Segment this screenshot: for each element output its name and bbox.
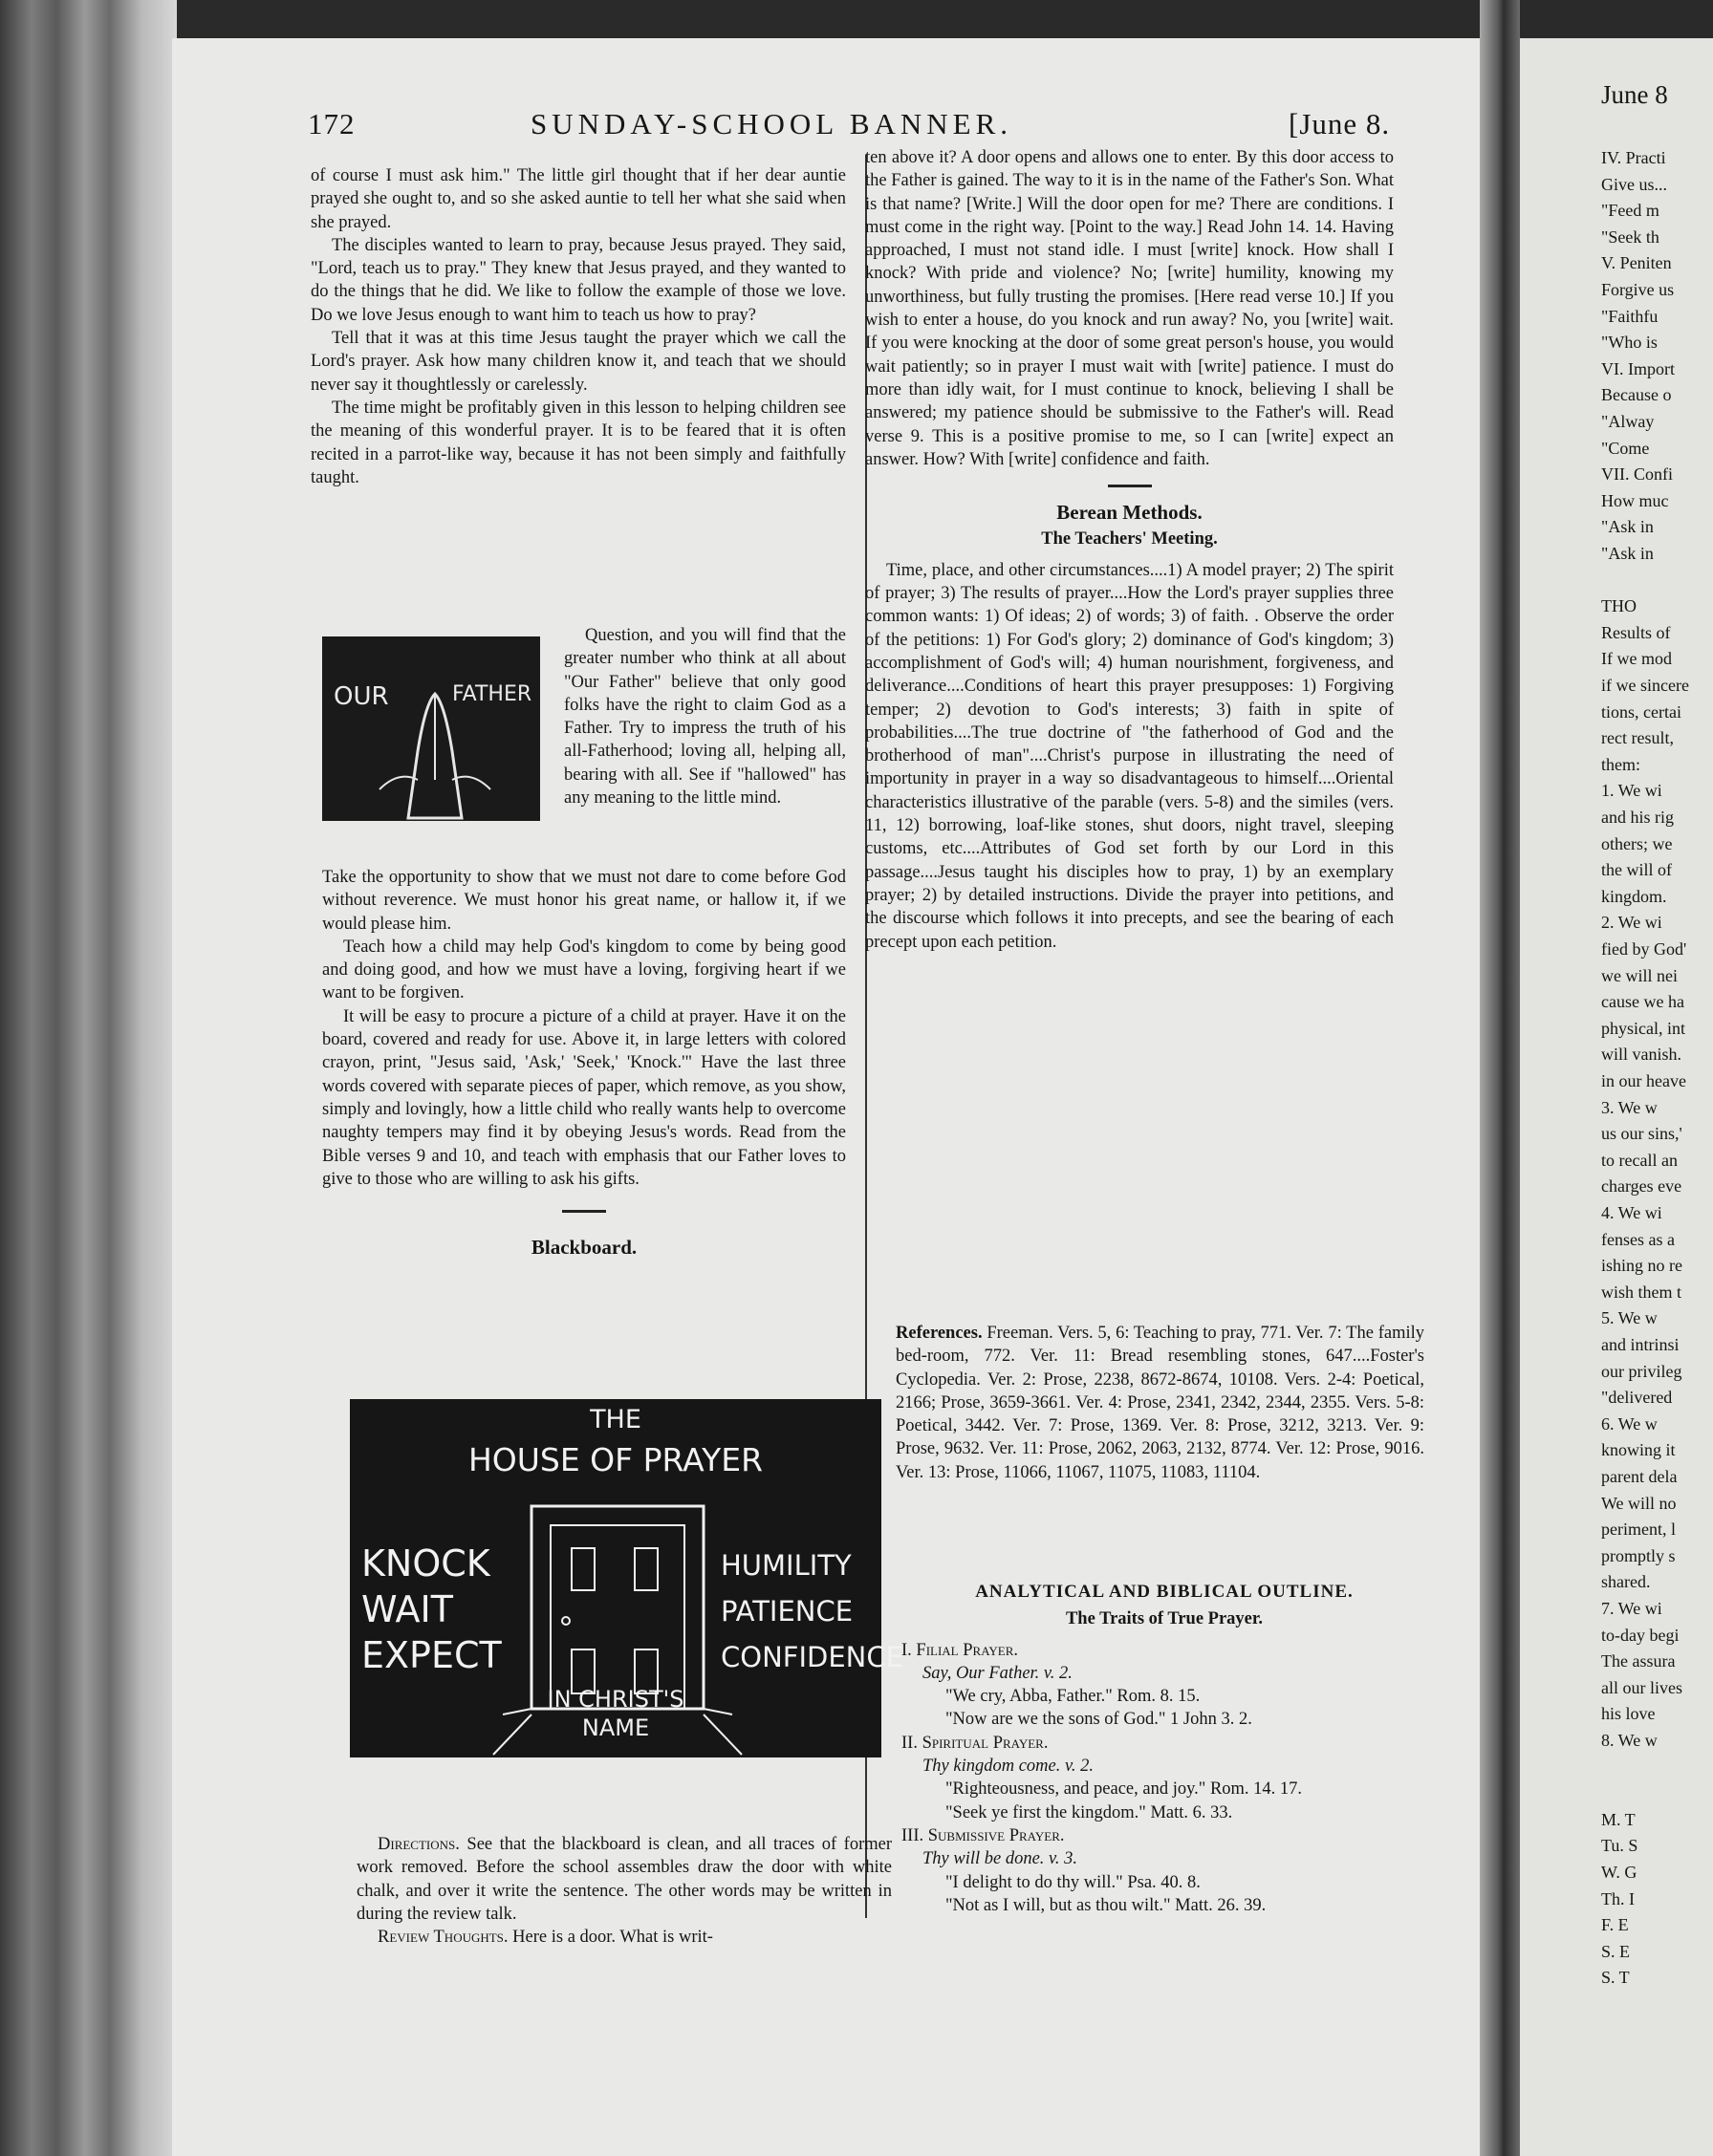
references-text: Freeman. Vers. 5, 6: Teaching to pray, 771. Ver. 7: The family bed-room, 772. Ver. 11: Bread resembling stones, 647....Foster's Cyclopedia. Ver. 2: Prose, 2238, 8672-8674, 10108. Vers. 2-4: Poetical, 2166; Prose, 3659-3661. Ver. 4: Prose, 2341, 2342, 2344, 2355. Vers. 5-8: Poetical, 3442. Ver. 7: Prose, 1369. Ver. 8: Prose, 3212, 3213. Ver. 9: Prose, 9632. Ver. 11: Prose, 2062, 2063, 2132, 8774. Ver. 12: Prose, 9016. Ver. 13: Prose, 11066, 11067, 11075, 11083, 11104. [896,1324,1424,1482]
outline-quote: "We cry, Abba, Father." Rom. 8. 15. [945,1687,1201,1707]
next-page-line: 5. We w [1601,1308,1658,1328]
next-page-line: 4. We wi [1601,1203,1662,1222]
next-page-line: charges eve [1601,1176,1682,1197]
next-page-line: 8. We w [1601,1731,1658,1750]
references-label: References. [896,1324,983,1343]
right-column-refs [896,1322,1424,1484]
next-page-line: tions, certai [1601,701,1681,722]
next-page-line: promptly s [1601,1545,1676,1565]
next-page-line: VI. Import [1601,358,1675,378]
paragraph: Tell that it was at this time Jesus taught the prayer which we call the Lord's prayer. Ask how many children know it, and teach that we should never say it thoughtlessly or carelessly. [311,329,846,395]
paragraph: ten above it? A door opens and allows one to enter. By this door access to the Father is gained. The way to it is in the name of the Father's Son. What is that name? [Write.] Will the door open for me? There are conditions. I must come in the right way. [Point to the way.] Read John 14. 14. Having approached, I must not stand idle. I must [write] knock. How shall I knock? With pride and violence? No; [write] humility, knowing my unworthiness, but fully trusting the promises. [Here read verse 10.] If you wish to enter a house, do you knock and run away? No, you [write] wait. If you were knocking at the door of some great person's house, you would wait patiently; so in prayer I must wait with [write] patience. I must do more than idly wait, for I must continue to knock, believing I shall be answered; my patience should be submissive to the Father's will. Read verse 9. This is a positive promise to me, so I can [write] expect an answer. How? With [write] confidence and faith. [865,148,1394,469]
directions-label: Directions. [378,1835,460,1854]
figure-word-our: OUR [334,682,389,711]
next-page-line: physical, int [1601,1018,1685,1038]
outline-sub: Thy kingdom come. v. 2. [922,1757,1094,1777]
next-page-line: "Ask in [1601,517,1654,537]
blackboard-name: NAME [581,1714,650,1741]
running-title: SUNDAY-SCHOOL BANNER. [531,107,1013,140]
next-page-line: to recall an [1601,1150,1678,1170]
our-father-illustration [322,636,540,821]
next-page-line: IV. Practi [1601,148,1666,167]
left-column-mid [322,866,846,1262]
next-page-line: all our lives [1601,1677,1682,1697]
outline-head: III. Submissive Prayer. [901,1825,1065,1845]
next-page-line: "delivered [1601,1388,1673,1408]
next-page-line: cause we ha [1601,992,1684,1012]
next-page-line: THO [1601,596,1637,616]
next-page-line: S. T [1601,1968,1630,1988]
next-page-line: 7. We wi [1601,1599,1662,1618]
word-humility: HUMILITY [721,1549,852,1582]
next-page-line: "Feed m [1601,201,1659,221]
next-page-line: 1. We wi [1601,781,1662,801]
outline-list [901,1639,1427,1918]
next-page-line: Results of [1601,622,1671,642]
separator [562,1210,606,1213]
blackboard-title: Blackboard. [531,1236,638,1260]
next-page-line: to-day begi [1601,1625,1680,1645]
next-page-line: knowing it [1601,1440,1676,1460]
paragraph: of course I must ask him." The little girl thought that if her dear auntie prayed she ought to, and so she asked auntie to tell her what she said when she prayed. [311,166,846,232]
outline-sub: Thy will be done. v. 3. [922,1849,1078,1869]
next-page-line: others; we [1601,833,1673,853]
word-confidence: CONFIDENCE [721,1641,903,1673]
outline-quote: "Not as I will, but as thou wilt." Matt. 26. 39. [945,1895,1267,1915]
berean-methods-title: Berean Methods. [1056,501,1203,525]
outline-sub: Say, Our Father. v. 2. [922,1663,1073,1683]
paragraph: The disciples wanted to learn to pray, because Jesus prayed. They said, "Lord, teach us to pray." They knew that Jesus prayed, and they wanted to do the things that he did. We like to follow the example of those we love. Do we love Jesus enough to want him to teach us how to pray? [311,235,846,325]
book-page-edges [0,0,177,2156]
next-page-line: We will no [1601,1493,1677,1513]
next-page-line: we will nei [1601,965,1678,985]
next-page-line: in our heave [1601,1071,1686,1090]
paragraph: Take the opportunity to show that we must not dare to come before God without reverence. We must honor his great name, or hallow it, if we would please him. [322,868,846,934]
review-label: Review Thoughts. [378,1928,509,1948]
figure-word-father: FATHER [452,682,532,706]
right-column-top [865,146,1394,954]
outline-quote: "I delight to do thy will." Psa. 40. 8. [945,1872,1201,1892]
outline-block [901,1575,1427,1917]
outline-title: ANALYTICAL AND BIBLICAL OUTLINE. [975,1582,1354,1602]
next-page-line: "Seek th [1601,226,1659,247]
next-page-line: rect result, [1601,728,1674,748]
next-page-line: Tu. S [1601,1836,1638,1856]
next-page-line: If we mod [1601,649,1672,669]
next-page-line: S. E [1601,1941,1631,1961]
blackboard-in-christs: IN CHRIST'S [547,1686,684,1713]
next-page-line: us our sins,' [1601,1124,1682,1144]
next-page-line: Th. I [1601,1888,1635,1908]
next-page-line: "Alway [1601,412,1655,431]
next-page-line: shared. [1601,1572,1651,1592]
next-page-line: V. Peniten [1601,253,1672,273]
next-page-line: the will of [1601,860,1672,880]
left-column-bottom [357,1833,892,1949]
next-page-line: his love [1601,1704,1656,1724]
next-page-line: will vanish. [1601,1045,1681,1065]
outline-head: I. Filial Prayer. [901,1640,1019,1660]
page-number: 172 [308,107,356,140]
book-gutter [1480,0,1520,2156]
next-page-line: Forgive us [1601,280,1675,299]
paragraph: The time might be profitably given in this lesson to helping children see the meaning of this wonderful prayer. It is to be feared that it is often recited in a parrot-like way, because it has not been simply and faithfully taught. [311,398,846,487]
paragraph: It will be easy to procure a picture of a child at prayer. Have it on the board, covered and ready for use. Above it, in large letters with colored crayon, print, "Jesus said, 'Ask,' 'Seek,' 'Knock.'" Have the last three words covered with separate pieces of paper, which remove, as you show, simply and lovingly, how a little child who really wants help to overcome naughty tempers may find it by obeying Jesus's words. Read from the Bible verses 9 and 10, and teach with emphasis that our Father loves to give to those who are willing to ask his gifts. [322,1006,846,1189]
next-page-line: our privileg [1601,1361,1682,1381]
next-page-line: 2. We wi [1601,913,1662,933]
next-page-line: kingdom. [1601,886,1667,906]
blackboard-left-words [361,1541,502,1678]
next-page-line: if we sincere [1601,676,1689,695]
blackboard-house-of-prayer: HOUSE OF PRAYER [467,1441,764,1478]
wrapped-paragraph [564,624,846,809]
next-page-header: June 8 [1601,80,1668,109]
next-page-line: them: [1601,754,1640,774]
outline-quote: "Seek ye first the kingdom." Matt. 6. 33. [945,1802,1233,1822]
next-page-line: "Ask in [1601,544,1654,563]
running-date: [June 8. [1289,107,1391,140]
outline-head: II. Spiritual Prayer. [901,1733,1049,1753]
next-page-line: Because o [1601,385,1672,405]
next-page-line: Give us... [1601,174,1667,194]
next-page-line: fied by God' [1601,939,1687,959]
next-page-line: and his rig [1601,808,1674,827]
next-page-line: M. T [1601,1809,1636,1829]
next-page-line: and intrinsi [1601,1335,1680,1354]
next-page-line: The assura [1601,1651,1676,1671]
directions-text: See that the blackboard is clean, and all traces of former work removed. Before the school assembles draw the door with white chalk, and over it write the sentence. The other words may be written in during the review talk. [357,1835,892,1924]
next-page-line: ishing no re [1601,1256,1682,1276]
teachers-meeting-subtitle: The Teachers' Meeting. [1041,529,1218,550]
paragraph: Question, and you will find that the greater number who think at all about "Our Father" believe that only good folks have the right to claim God as a Father. Try to impress the truth of his all-Fatherhood; loving all, helping all, bearing with all. See if "hallowed" has any meaning to the little mind. [564,626,846,808]
next-page-line: "Who is [1601,333,1658,353]
blackboard-illustration [350,1399,903,1757]
next-page-line: 3. We w [1601,1097,1658,1117]
next-page-line: VII. Confi [1601,464,1673,485]
outline-quote: "Righteousness, and peace, and joy." Rom. 14. 17. [945,1779,1303,1800]
left-column-top [311,164,846,489]
next-page-line: wish them t [1601,1282,1681,1302]
next-page-line: How muc [1601,490,1669,510]
next-page-line: periment, l [1601,1520,1676,1540]
next-page-line: 6. We w [1601,1413,1658,1434]
blackboard-the: THE [590,1405,641,1434]
paragraph: Teach how a child may help God's kingdom to come by being good and doing good, and how we must have a loving, forgiving heart if we want to be forgiven. [322,937,846,1003]
word-wait: WAIT [361,1588,453,1630]
paragraph: Time, place, and other circumstances....1) A model prayer; 2) The spirit of prayer; 3) The results of prayer....How the Lord's prayer supplies three common wants: 1) Of ideas; 2) of words; 3) of faith. . Observe the order of the petitions: 1) For God's glory; 2) dominance of God's kingdom; 3) accomplishment of God's will; 4) human nourishment, forgiveness, and deliverance....Conditions of heart this prayer presupposes: 1) Forgiving temper; 2) devotion to God's interests; 3) faith in spite of probabilities....The true doctrine of "the fatherhood of God and the brotherhood of man"....Christ's purpose in illustrating the need of importunity in prayer in a way so disadvantageous to himself....Oriental characteristics illustrative of the parable (vers. 5-8) and the similes (vers. 11, 12) borrowing, loaf-like stones, shut doors, night travel, sleeping customs, etc....Attributes of God set forth by our Lord in this passage....Jesus taught his disciples how to pray, 1) by an exemplary prayer; 2) by detailed instructions. Divide the prayer into petitions, and the discourse which follows it into precepts, and see the bearing of each precept upon each petition. [865,560,1394,952]
outline-quote: "Now are we the sons of God." 1 John 3. 2. [945,1710,1252,1730]
word-patience: PATIENCE [721,1595,854,1628]
outline-subtitle: The Traits of True Prayer. [1065,1609,1264,1629]
word-expect: EXPECT [361,1634,502,1676]
next-page-line: parent dela [1601,1467,1678,1486]
next-page-line: fenses as a [1601,1229,1675,1249]
blackboard-right-words [721,1542,903,1680]
next-page-line: "Come [1601,438,1650,458]
next-page-line: "Faithfu [1601,306,1659,326]
next-page-line: W. G [1601,1863,1637,1882]
word-knock: KNOCK [361,1542,490,1585]
separator [1108,485,1152,487]
next-page-line: F. E [1601,1915,1629,1935]
praying-hands-icon [322,636,540,821]
review-text: Here is a door. What is writ- [512,1928,713,1948]
